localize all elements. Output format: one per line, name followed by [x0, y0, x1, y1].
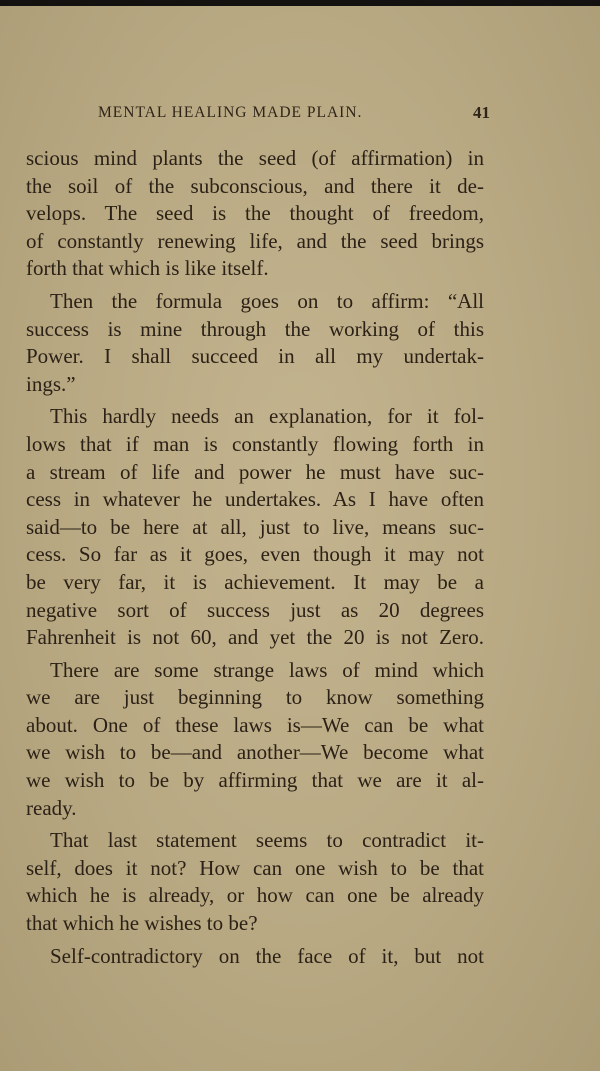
text-line: Power. I shall succeed in all my undertak- [26, 344, 484, 369]
paragraph-6 [26, 943, 484, 971]
text-line: which he is already, or how can one be already [26, 883, 484, 908]
text-line: negative sort of success just as 20 degrees [26, 597, 484, 622]
text-line: ings.” [26, 371, 76, 396]
text-line: we are just beginning to know something [26, 685, 484, 710]
text-line: velops. The seed is the thought of freedom, [26, 201, 484, 226]
text-line: the soil of the subconscious, and there it de- [26, 173, 484, 198]
paragraph-4 [26, 657, 484, 823]
text-line: be very far, it is achievement. It may be a [26, 569, 484, 594]
text-line: a stream of life and power he must have suc- [26, 459, 484, 484]
text-line: self, does it not? How can one wish to be that [26, 855, 484, 880]
text-line: forth that which is like itself. [26, 256, 269, 281]
text-line: This hardly needs an explanation, for it fol- [50, 404, 484, 429]
text-line: said—to be here at all, just to live, means suc- [26, 514, 484, 539]
text-line: we wish to be by affirming that we are it al- [26, 768, 484, 793]
top-edge-shadow [0, 0, 600, 6]
page-header [98, 104, 490, 130]
body-text [26, 145, 484, 975]
text-line: lows that if man is constantly flowing forth in [26, 431, 484, 456]
text-line: Fahrenheit is not 60, and yet the 20 is not Zero. [26, 625, 484, 650]
text-line: of constantly renewing life, and the seed brings [26, 228, 484, 253]
text-line: Self-contradictory on the face of it, but not [50, 943, 484, 968]
text-line: about. One of these laws is—We can be what [26, 712, 484, 737]
text-line: That last statement seems to contradict it- [50, 828, 484, 853]
paragraph-5 [26, 827, 484, 937]
paragraph-3 [26, 403, 484, 651]
text-line: cess in whatever he undertakes. As I have often [26, 487, 484, 512]
text-line: we wish to be—and another—We become what [26, 740, 484, 765]
text-line: that which he wishes to be? [26, 911, 258, 936]
text-line: cess. So far as it goes, even though it may not [26, 542, 484, 567]
paragraph-1 [26, 145, 484, 283]
text-line: There are some strange laws of mind which [50, 657, 484, 682]
text-line: success is mine through the working of this [26, 316, 484, 341]
running-title: MENTAL HEALING MADE PLAIN. [98, 104, 363, 121]
text-line: scious mind plants the seed (of affirmation) in [26, 146, 484, 170]
paragraph-2 [26, 288, 484, 398]
text-line: ready. [26, 795, 77, 820]
page-number: 41 [473, 103, 490, 122]
text-line: Then the formula goes on to affirm: “All [50, 288, 484, 313]
